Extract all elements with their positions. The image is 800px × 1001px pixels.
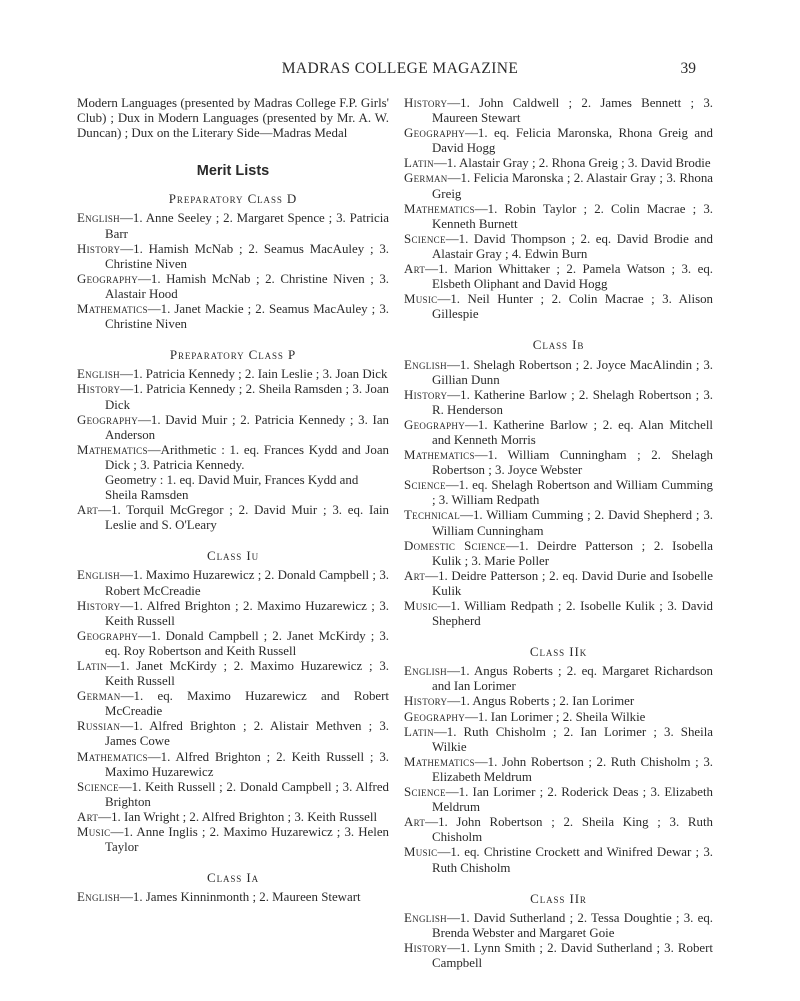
merit-entry xyxy=(77,568,389,598)
subject-name: Art xyxy=(404,815,426,830)
subject-name: History xyxy=(404,96,448,110)
entry-results: —1. Janet Mackie ; 2. Seamus MacAuley ; 3. Christine Niven xyxy=(105,302,389,332)
merit-entry xyxy=(404,694,713,709)
entry-results: —1. William Redpath ; 2. Isobelle Kulik ; 3. David Shepherd xyxy=(432,599,713,629)
subject-name: Science xyxy=(77,779,119,794)
merit-entry xyxy=(77,629,389,659)
subject-name: Domestic Science xyxy=(404,538,506,553)
subject-name: Geography xyxy=(404,126,466,141)
class-title: Class IIk xyxy=(529,644,588,660)
entry-results: —1. Donald Campbell ; 2. Janet McKirdy ; 3. eq. Roy Robertson and Keith Russell xyxy=(105,628,389,658)
entry-results: —1. Torquil McGregor ; 2. David Muir ; 3. eq. Iain Leslie and S. O'Leary xyxy=(98,503,389,533)
class-section xyxy=(404,891,713,971)
merit-lists-heading: Merit Lists xyxy=(196,163,270,180)
merit-entry xyxy=(77,719,389,749)
left-column xyxy=(77,96,389,905)
subject-name: Geography xyxy=(404,709,466,724)
left-sections xyxy=(77,191,389,905)
merit-entry xyxy=(404,941,713,971)
subject-name: Art xyxy=(404,568,426,583)
subject-name: Science xyxy=(404,785,446,800)
class-section xyxy=(77,347,389,533)
merit-entry xyxy=(404,478,713,508)
entry-results: —1. Katherine Barlow ; 2. Shelagh Robertson ; 3. R. Henderson xyxy=(432,387,713,417)
class-title: Class Ib xyxy=(532,337,585,353)
entry-results: —1. Patricia Kennedy ; 2. Sheila Ramsden ; 3. Joan Dick xyxy=(105,382,389,412)
merit-entry xyxy=(77,302,389,332)
entry-results: —1. Angus Roberts ; 2. eq. Margaret Richardson and Ian Lorimer xyxy=(432,664,713,694)
class-title: Class Ia xyxy=(207,870,259,886)
entry-results: —1. Alastair Gray ; 2. Rhona Greig ; 3. David Brodie xyxy=(433,156,711,171)
entry-results: —1. William Cunningham ; 2. Shelagh Robertson ; 3. Joyce Webster xyxy=(432,448,713,478)
merit-entry xyxy=(404,725,713,755)
subject-name: German xyxy=(404,171,448,186)
class-section xyxy=(77,191,389,332)
subject-name: English xyxy=(77,367,120,382)
entry-results: —1. James Kinninmonth ; 2. Maureen Stewart xyxy=(119,890,361,905)
entry-results: —1. Robin Taylor ; 2. Colin Macrae ; 3. Kenneth Burnett xyxy=(432,201,713,231)
merit-entry xyxy=(404,785,713,815)
entry-results: —1. David Sutherland ; 2. Tessa Doughtie ; 3. eq. Brenda Webster and Margaret Goie xyxy=(432,910,713,940)
right-column xyxy=(404,96,713,971)
class-section xyxy=(404,337,713,629)
merit-entry xyxy=(77,413,389,443)
entry-results: —1. Janet McKirdy ; 2. Maximo Huzarewicz ; 3. Keith Russell xyxy=(105,659,389,689)
merit-entry xyxy=(77,825,389,855)
entry-results: —1. Deirdre Patterson ; 2. Isobella Kulik ; 3. Marie Poller xyxy=(432,538,713,568)
subject-name: Geography xyxy=(77,628,139,643)
subject-name: Art xyxy=(77,503,99,518)
merit-entry xyxy=(404,508,713,538)
entry-results: —1. William Cumming ; 2. David Shepherd ; 3. William Cunningham xyxy=(432,508,713,538)
merit-subentry: Geometry : 1. eq. David Muir, Frances Kydd and Sheila Ramsden xyxy=(105,472,359,503)
merit-entry xyxy=(77,810,389,825)
entry-results: —1. Ian Wright ; 2. Alfred Brighton ; 3. Keith Russell xyxy=(98,809,378,824)
subject-name: English xyxy=(77,211,120,226)
intro-paragraph: Modern Languages (presented by Madras College F.P. Girls' Club) ; Dux in Modern Languages (presented by Mr. A. W. Duncan) ; Dux on the Literary Side—Madras Medal xyxy=(77,96,389,141)
entry-results: —1. John Robertson ; 2. Ruth Chisholm ; 3. Elizabeth Meldrum xyxy=(432,754,713,784)
subject-name: German xyxy=(77,689,121,704)
merit-entry xyxy=(404,418,713,448)
subject-name: History xyxy=(404,387,448,402)
entry-results: —1. Katherine Barlow ; 2. eq. Alan Mitchell and Kenneth Morris xyxy=(432,417,713,447)
subject-name: Music xyxy=(404,845,438,860)
entry-results: —1. Hamish McNab ; 2. Seamus MacAuley ; 3. Christine Niven xyxy=(105,241,389,271)
subject-name: Latin xyxy=(404,724,434,739)
subject-name: English xyxy=(404,357,447,372)
merit-entry xyxy=(77,272,389,302)
merit-entry xyxy=(404,664,713,694)
merit-entry xyxy=(77,443,389,473)
merit-entry xyxy=(404,126,713,156)
entry-results: —1. Ian Lorimer ; 2. Sheila Wilkie xyxy=(465,709,646,724)
merit-entry xyxy=(404,710,713,725)
subject-name: Music xyxy=(77,825,111,840)
merit-entry xyxy=(404,911,713,941)
subject-name: Mathematics xyxy=(77,749,148,764)
subject-name: History xyxy=(404,694,448,709)
entry-results: —1. Deidre Patterson ; 2. eq. David Durie and Isobelle Kulik xyxy=(425,568,713,598)
subject-name: History xyxy=(77,598,121,613)
magazine-title: MADRAS COLLEGE MAGAZINE xyxy=(281,60,519,77)
subject-name: History xyxy=(77,382,121,397)
subject-name: Mathematics xyxy=(77,302,148,317)
subject-name: Mathematics xyxy=(404,754,475,769)
entry-results: —1. Anne Seeley ; 2. Margaret Spence ; 3. Patricia Barr xyxy=(105,211,389,241)
merit-entry xyxy=(404,171,713,201)
entry-results: —1. Angus Roberts ; 2. Ian Lorimer xyxy=(447,694,635,709)
merit-entry xyxy=(404,599,713,629)
subject-name: Music xyxy=(404,292,438,307)
subject-name: Technical xyxy=(404,508,461,523)
subject-name: English xyxy=(404,664,447,679)
merit-entry xyxy=(77,659,389,689)
merit-entry xyxy=(404,569,713,599)
class-title: Class IIr xyxy=(530,890,587,906)
subject-name: Geography xyxy=(77,271,139,286)
merit-entry xyxy=(77,689,389,719)
class-section xyxy=(404,96,713,322)
subject-name: History xyxy=(77,241,121,256)
subject-name: Art xyxy=(404,262,426,277)
entry-results: —1. Anne Inglis ; 2. Maximo Huzarewicz ; 3. Helen Taylor xyxy=(105,825,389,855)
merit-entry xyxy=(77,211,389,241)
subject-name: English xyxy=(77,568,120,583)
merit-entry xyxy=(77,503,389,533)
class-title: Class Iu xyxy=(207,548,259,564)
subject-name: Art xyxy=(77,809,99,824)
subject-name: Mathematics xyxy=(404,448,475,463)
entry-results: —1. Felicia Maronska ; 2. Alastair Gray ; 3. Rhona Greig xyxy=(432,171,713,201)
merit-entry xyxy=(77,382,389,412)
entry-results: —1. eq. Christine Crockett and Winifred Dewar ; 3. Ruth Chisholm xyxy=(432,845,713,875)
entry-results: —1. Ian Lorimer ; 2. Roderick Deas ; 3. Elizabeth Meldrum xyxy=(432,785,713,815)
merit-entry xyxy=(404,202,713,232)
entry-results: —1. John Caldwell ; 2. James Bennett ; 3. Maureen Stewart xyxy=(432,96,713,126)
merit-entry xyxy=(77,599,389,629)
subject-name: Science xyxy=(404,478,446,493)
entry-results: —1. David Thompson ; 2. eq. David Brodie and Alastair Gray ; 4. Edwin Burn xyxy=(432,231,713,261)
subject-name: Russian xyxy=(77,719,121,734)
subject-name: Geography xyxy=(404,417,466,432)
entry-results: —1. Marion Whittaker ; 2. Pamela Watson ; 3. eq. Elsbeth Oliphant and David Hogg xyxy=(425,262,713,292)
merit-entry xyxy=(404,388,713,418)
entry-results: —1. John Robertson ; 2. Sheila King ; 3. Ruth Chisholm xyxy=(425,815,713,845)
subject-name: Music xyxy=(404,599,438,613)
entry-results: —1. Alfred Brighton ; 2. Alistair Methven ; 3. James Cowe xyxy=(105,719,389,749)
entry-results: —1. Hamish McNab ; 2. Christine Niven ; 3. Alastair Hood xyxy=(105,271,389,301)
entry-results: —Arithmetic : 1. eq. Frances Kydd and Joan Dick ; 3. Patricia Kennedy. xyxy=(105,442,389,472)
merit-entry xyxy=(404,358,713,388)
entry-results: —1. David Muir ; 2. Patricia Kennedy ; 3. Ian Anderson xyxy=(105,412,389,442)
subject-name: English xyxy=(404,910,447,925)
class-title: Preparatory Class P xyxy=(169,347,297,363)
entry-results: —1. Alfred Brighton ; 2. Keith Russell ; 3. Maximo Huzarewicz xyxy=(105,749,389,779)
entry-results: —1. Ruth Chisholm ; 2. Ian Lorimer ; 3. Sheila Wilkie xyxy=(432,724,713,754)
entry-results: —1. Keith Russell ; 2. Donald Campbell ; 3. Alfred Brighton xyxy=(105,779,389,809)
subject-name: Latin xyxy=(77,659,107,673)
entry-results: —1. Lynn Smith ; 2. David Sutherland ; 3. Robert Campbell xyxy=(432,940,713,970)
subject-name: Latin xyxy=(404,156,434,171)
merit-entry xyxy=(77,367,389,382)
entry-results: —1. Shelagh Robertson ; 2. Joyce MacAlindin ; 3. Gillian Dunn xyxy=(432,357,713,387)
merit-entry xyxy=(77,890,389,905)
page-number: 39 xyxy=(680,60,696,77)
merit-entry xyxy=(404,96,713,126)
right-sections xyxy=(404,96,713,971)
subject-name: Mathematics xyxy=(404,201,475,216)
entry-results: —1. Neil Hunter ; 2. Colin Macrae ; 3. Alison Gillespie xyxy=(432,292,713,322)
subject-name: Science xyxy=(404,231,446,246)
class-section xyxy=(77,548,389,855)
subject-name: Mathematics xyxy=(77,442,148,457)
merit-entry xyxy=(404,845,713,875)
merit-entry xyxy=(404,156,713,171)
entry-results: —1. eq. Maximo Huzarewicz and Robert McCreadie xyxy=(105,689,389,719)
merit-entry xyxy=(77,750,389,780)
class-section xyxy=(404,644,713,875)
class-section xyxy=(77,870,389,905)
merit-entry xyxy=(404,262,713,292)
merit-entry xyxy=(77,242,389,272)
merit-entry xyxy=(404,292,713,322)
merit-entry xyxy=(404,815,713,845)
entry-results: —1. eq. Shelagh Robertson and William Cumming ; 3. William Redpath xyxy=(432,478,713,508)
subject-name: History xyxy=(404,940,448,955)
entry-results: —1. Maximo Huzarewicz ; 2. Donald Campbell ; 3. Robert McCreadie xyxy=(105,568,389,598)
merit-entry xyxy=(404,448,713,478)
merit-entry xyxy=(77,780,389,810)
entry-results: —1. eq. Felicia Maronska, Rhona Greig and David Hogg xyxy=(432,126,713,156)
subject-name: English xyxy=(77,890,120,905)
entry-results: —1. Patricia Kennedy ; 2. Iain Leslie ; 3. Joan Dick xyxy=(119,367,388,382)
subject-name: Geography xyxy=(77,412,139,427)
merit-entry xyxy=(404,755,713,785)
class-title: Preparatory Class D xyxy=(168,191,298,207)
running-header xyxy=(0,60,800,84)
entry-results: —1. Alfred Brighton ; 2. Maximo Huzarewicz ; 3. Keith Russell xyxy=(105,598,389,628)
merit-entry xyxy=(404,539,713,569)
merit-entry xyxy=(404,232,713,262)
